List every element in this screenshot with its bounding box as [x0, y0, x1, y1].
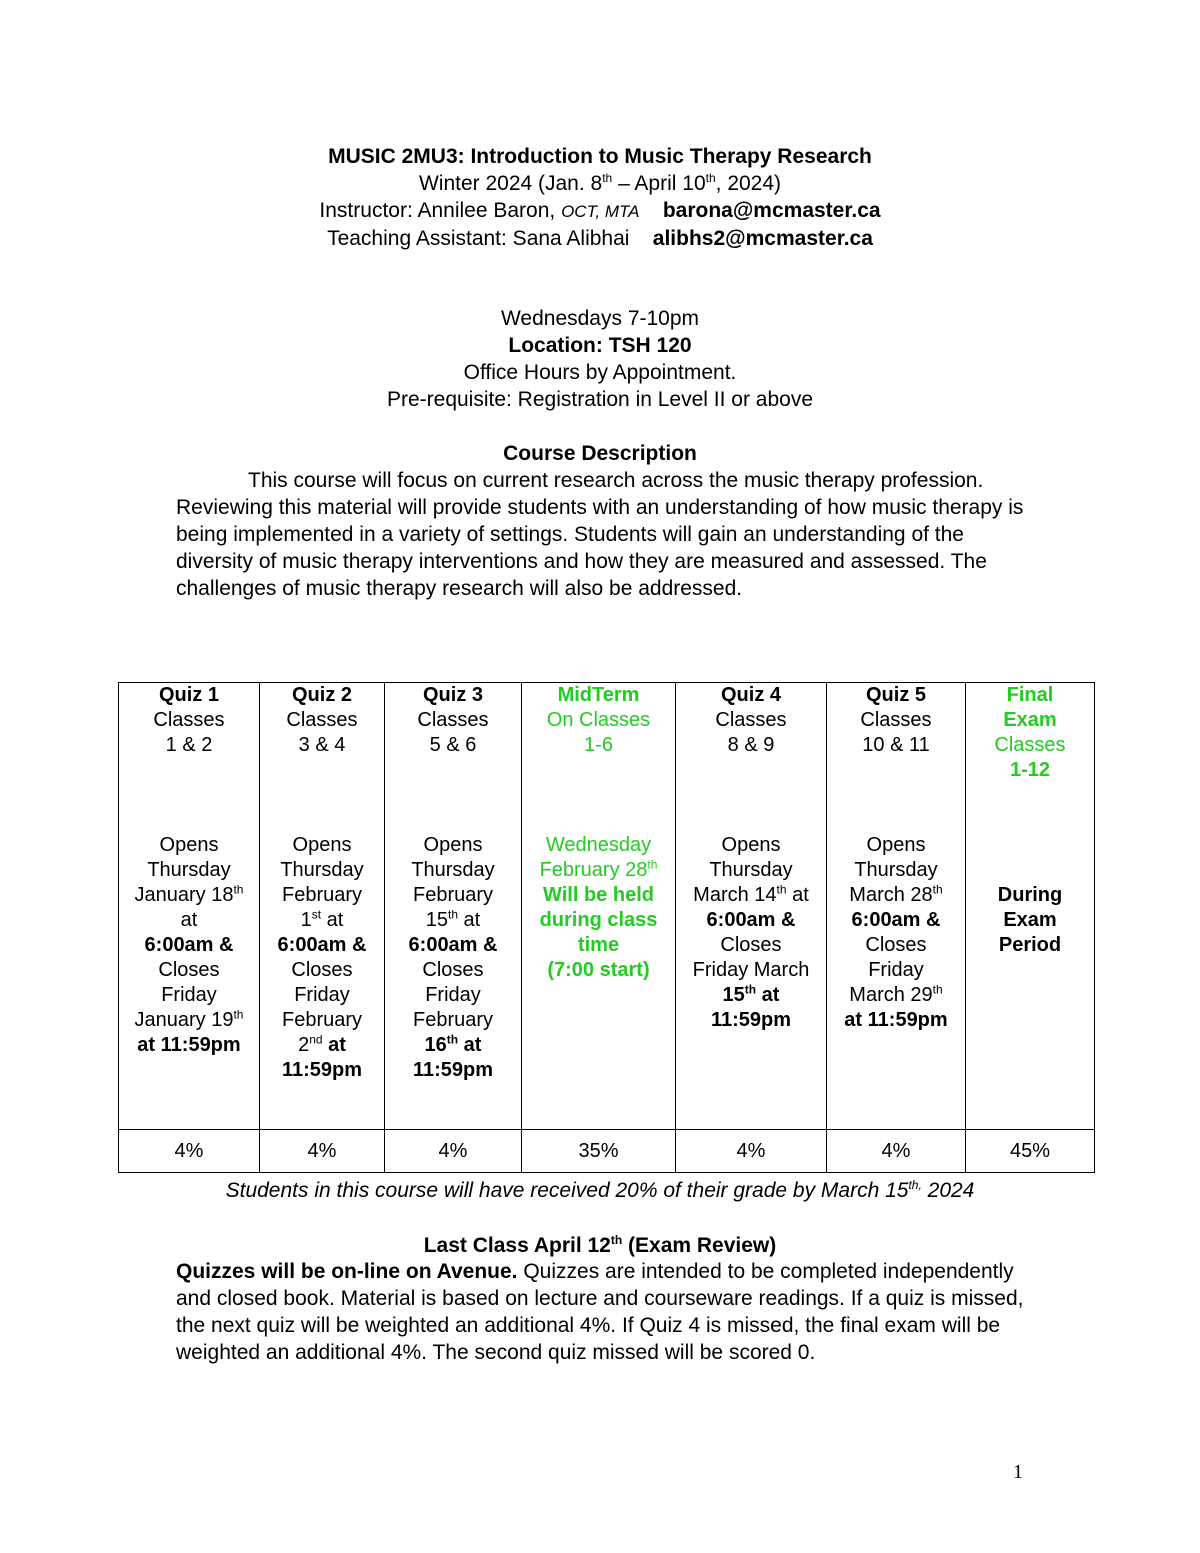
quiz-policy-body: Quizzes are intended to be completed independently and closed book. Material is based on lecture and courseware readings. If a quiz is missed, the next quiz will be weighted an additional 4%. If Quiz 4 is missed, the final exam will be weighted an additional 4%. The second quiz missed will be scored 0.: [176, 1260, 1024, 1364]
final-exam-cell: Final Exam Classes 1-12 During Exam Period: [966, 683, 1095, 1130]
course-info: [0, 305, 1200, 413]
quiz2-cell: Quiz 2 Classes 3 & 4 Opens Thursday February 1st at 6:00am & Closes Friday February 2nd at 11:59pm: [260, 683, 385, 1130]
ta-line: Teaching Assistant: Sana Alibhai alibhs2@mcmaster.ca: [327, 227, 873, 250]
course-header: [0, 143, 1200, 252]
midterm-weight: 35%: [522, 1130, 676, 1173]
course-description: This course will focus on current research across the music therapy profession. Reviewing this material will provide students with an understanding of how music therapy is being implemented in a variety of settings. Students will gain an understanding of the diversity of music therapy interventions and how they are measured and assessed. The challenges of music therapy research will also be addressed.: [176, 469, 1024, 600]
class-schedule: Wednesdays 7-10pm: [500, 307, 700, 330]
quiz4-weight: 4%: [676, 1130, 827, 1173]
last-class-heading: Last Class April 12th (Exam Review): [423, 1233, 777, 1257]
quiz3-weight: 4%: [385, 1130, 522, 1173]
page-number: 1: [1013, 1461, 1023, 1483]
quiz5-cell: Quiz 5 Classes 10 & 11 Opens Thursday March 28th 6:00am & Closes Friday March 29th at 11:59pm: [827, 683, 966, 1130]
quiz-policy: [176, 1258, 1036, 1366]
prerequisite: Pre-requisite: Registration in Level II or above: [386, 388, 814, 411]
quiz-policy-lead: Quizzes will be on-line on Avenue.: [176, 1260, 518, 1283]
ta-email[interactable]: alibhs2@mcmaster.ca: [652, 227, 873, 250]
quiz1-cell: Quiz 1 Classes 1 & 2 Opens Thursday January 18th at 6:00am & Closes Friday January 19th at 11:59pm: [119, 683, 260, 1130]
final-weight: 45%: [966, 1130, 1095, 1173]
midterm-cell: MidTerm On Classes 1-6 Wednesday February 28th Will be held during class time (7:00 start): [522, 683, 676, 1130]
assessment-schedule-table: [118, 682, 1095, 1173]
office-hours: Office Hours by Appointment.: [463, 361, 737, 384]
instructor-email[interactable]: barona@mcmaster.ca: [662, 199, 881, 222]
grade-note: Students in this course will have received 20% of their grade by March $15^{th,}$ 2024: [225, 1178, 975, 1202]
class-location: Location: TSH 120: [508, 334, 692, 357]
instructor-line: Instructor: Annilee Baron, OCT, MTA barona@mcmaster.ca: [319, 199, 881, 222]
quiz3-cell: Quiz 3 Classes 5 & 6 Opens Thursday February 15th at 6:00am & Closes Friday February 16th at 11:59pm: [385, 683, 522, 1130]
quiz1-weight: 4%: [119, 1130, 260, 1173]
quiz5-weight: 4%: [827, 1130, 966, 1173]
term-dates: Winter 2024 (Jan. 8th – April 10th, 2024): [418, 171, 782, 195]
description-heading: Course Description: [503, 442, 697, 465]
quiz2-weight: 4%: [260, 1130, 385, 1173]
course-title: MUSIC 2MU3: Introduction to Music Therapy Research: [328, 145, 872, 168]
quiz4-cell: Quiz 4 Classes 8 & 9 Opens Thursday March 14th at 6:00am & Closes Friday March 15th at 11:59pm: [676, 683, 827, 1130]
